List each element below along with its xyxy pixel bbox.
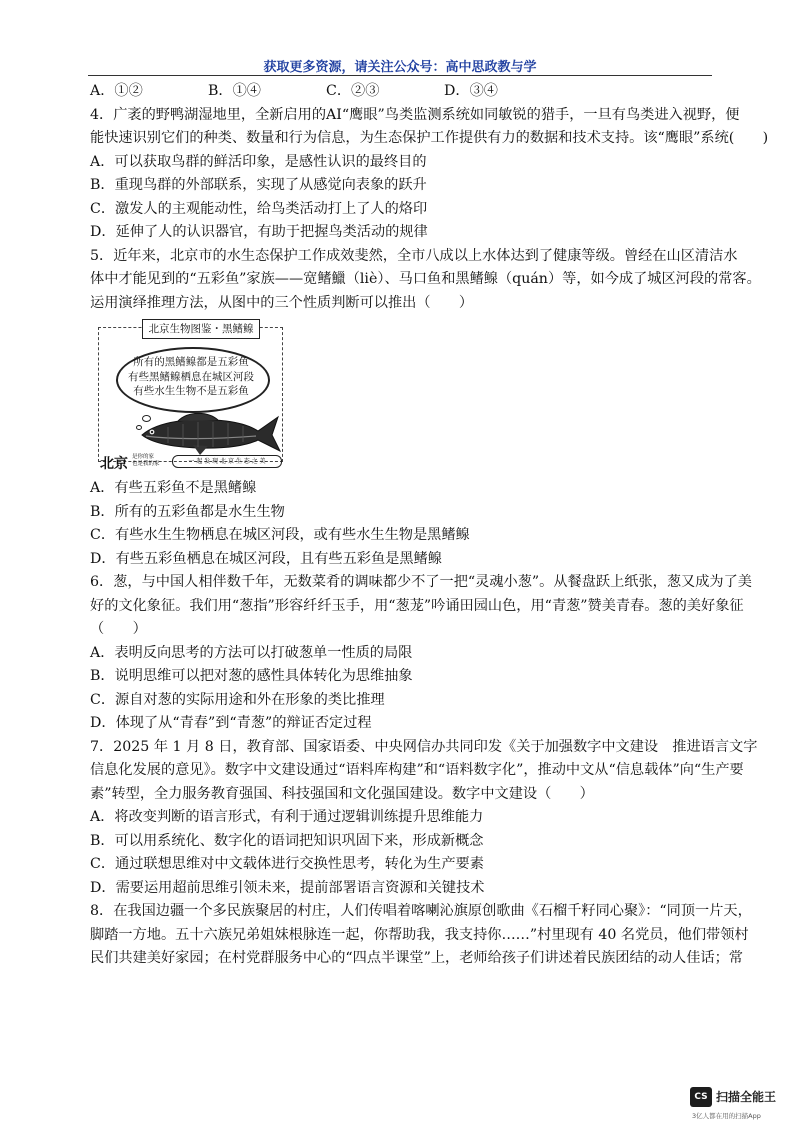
poster-slogan: 一 起 发 现 北 京 生 态 之 美 — [172, 455, 282, 468]
option-d: D．延伸了人的认识器官，有助于把握鸟类活动的规律 — [90, 224, 428, 240]
premise-2: 有些黑鳍鳈栖息在城区河段 — [128, 370, 254, 383]
option-d: D．有些五彩鱼栖息在城区河段，且有些五彩鱼是黑鳍鳈 — [90, 550, 442, 567]
header-rule — [88, 75, 712, 76]
question-stem-line: 运用演绎推理方法，从图中的三个性质判断可以推出（ ） — [90, 294, 474, 311]
poster-small-line: 也是我的家 — [132, 460, 160, 467]
question-stem-line: 4．广袤的野鸭湖湿地里，全新启用的AI“鹰眼”鸟类监测系统如同敏锐的猎手，一旦有鸟类进入视野，便 — [90, 106, 740, 123]
scanner-app-name: 扫描全能王 — [716, 1090, 777, 1104]
option-d: D．体现了从“青春”到“青葱”的辩证否定过程 — [90, 715, 372, 731]
option-a: A．可以获取鸟群的鲜活印象，是感性认识的最终目的 — [90, 153, 427, 170]
question-8 — [90, 900, 752, 971]
prev-option-a: A．①② — [90, 83, 143, 99]
option-c: C．源自对葱的实际用途和外在形象的类比推理 — [90, 691, 385, 708]
option-c: C．有些水生生物栖息在城区河段，或有些水生生物是黑鳍鳈 — [90, 527, 470, 543]
scanner-logo-icon: CS — [690, 1087, 712, 1107]
question-5 — [90, 245, 761, 572]
question-stem-line: 6．葱，与中国人相伴数千年，无数菜肴的调味都少不了一把“灵魂小葱”。从餐盘跃上纸张，葱又成为了美 — [90, 574, 752, 590]
option-d: D．需要运用超前思维引领未来，提前部署语言资源和关键技术 — [90, 879, 485, 896]
option-b: B．所有的五彩鱼都是水生生物 — [90, 503, 285, 520]
question-stem-line: 民们共建美好家园；在村党群服务中心的“四点半课堂”上，老师给孩子们讲述着民族团结的动人佳话；常 — [90, 950, 743, 966]
scanner-tagline: 3亿人都在用的扫描App — [692, 1112, 761, 1120]
poster-small-line: 是你的家 — [132, 454, 155, 460]
question-4 — [90, 104, 769, 245]
question-stem-line: 5．近年来，北京市的水生态保护工作成效斐然，全市八成以上水体达到了健康等级。曾经在山区清洁水 — [90, 247, 738, 264]
option-a: A．将改变判断的语言形式，有利于通过逻辑训练提升思维能力 — [90, 809, 484, 825]
option-b: B．可以用系统化、数字化的语词把知识巩固下来，形成新概念 — [90, 832, 484, 849]
poster-small-text — [132, 454, 160, 467]
thought-cloud-text — [116, 355, 266, 399]
page-header: 获取更多资源，请关注公众号：高中思政教与学 — [263, 60, 537, 75]
prev-options-row — [90, 80, 712, 104]
scanner-watermark — [690, 1085, 800, 1125]
question-stem-line: 脚踏一方地。五十六族兄弟姐妹根脉连一起，你帮助我，我支持你……”村里现有 40 名党员，他们带领村 — [90, 926, 749, 943]
option-b: B．说明思维可以把对葱的感性具体转化为思维抽象 — [90, 668, 413, 684]
question-stem-line: 信息化发展的意见》。数字中文建设通过“语料库构建”和“语料数字化”，推动中文从“信息载体”向“生产要 — [90, 762, 744, 778]
option-c: C．通过联想思维对中文载体进行交换性思考，转化为生产要素 — [90, 856, 484, 872]
option-b: B．重现鸟群的外部联系，实现了从感觉向表象的跃升 — [90, 177, 427, 193]
option-c: C．激发人的主观能动性，给鸟类活动打上了人的烙印 — [90, 200, 428, 217]
question-stem-line: （ ） — [90, 621, 147, 637]
content — [90, 80, 769, 971]
question-stem-line: 7．2025 年 1 月 8 日，教育部、国家语委、中央网信办共同印发《关于加强数字中文建设 推进语言文字 — [90, 738, 758, 755]
poster-title: 北京生物图鉴・黑鳍鳈 — [142, 319, 260, 339]
question-6 — [90, 571, 752, 736]
question-stem-line: 8．在我国边疆一个多民族聚居的村庄，人们传唱着喀喇沁旗原创歌曲《石榴千籽同心聚》：“同顶一片天， — [90, 903, 752, 919]
premise-3: 有些水生生物不是五彩鱼 — [133, 385, 249, 397]
poster-city: 北京 — [100, 456, 128, 472]
poster-footer — [98, 453, 283, 471]
question-stem-line: 体中才能见到的“五彩鱼”家族——宽鳍鱲（liè）、马口鱼和黑鳍鳈（quán）等，如今成了城区河段的常客。 — [90, 271, 761, 287]
option-a: A．有些五彩鱼不是黑鳍鳈 — [90, 480, 257, 496]
prev-option-d: D．③④ — [444, 83, 498, 99]
prev-option-b: B．①④ — [208, 83, 261, 99]
fish-poster-figure — [98, 319, 283, 471]
fish-icon — [138, 409, 283, 457]
question-stem-line: 素”转型，全力服务教育强国、科技强国和文化强国建设。数字中文建设（ ） — [90, 785, 594, 802]
question-stem-line: 能快速识别它们的种类、数量和行为信息，为生态保护工作提供有力的数据和技术支持。该“鹰眼”系统( ) — [90, 130, 769, 146]
question-7 — [90, 736, 758, 901]
premise-1: 所有的黑鳍鳈都是五彩鱼 — [133, 356, 249, 368]
option-a: A．表明反向思考的方法可以打破葱单一性质的局限 — [90, 644, 413, 661]
prev-option-c: C．②③ — [326, 83, 380, 99]
question-stem-line: 好的文化象征。我们用“葱指”形容纤纤玉手，用“葱茏”吟诵田园山色，用“青葱”赞美青春。葱的美好象征 — [90, 597, 744, 614]
